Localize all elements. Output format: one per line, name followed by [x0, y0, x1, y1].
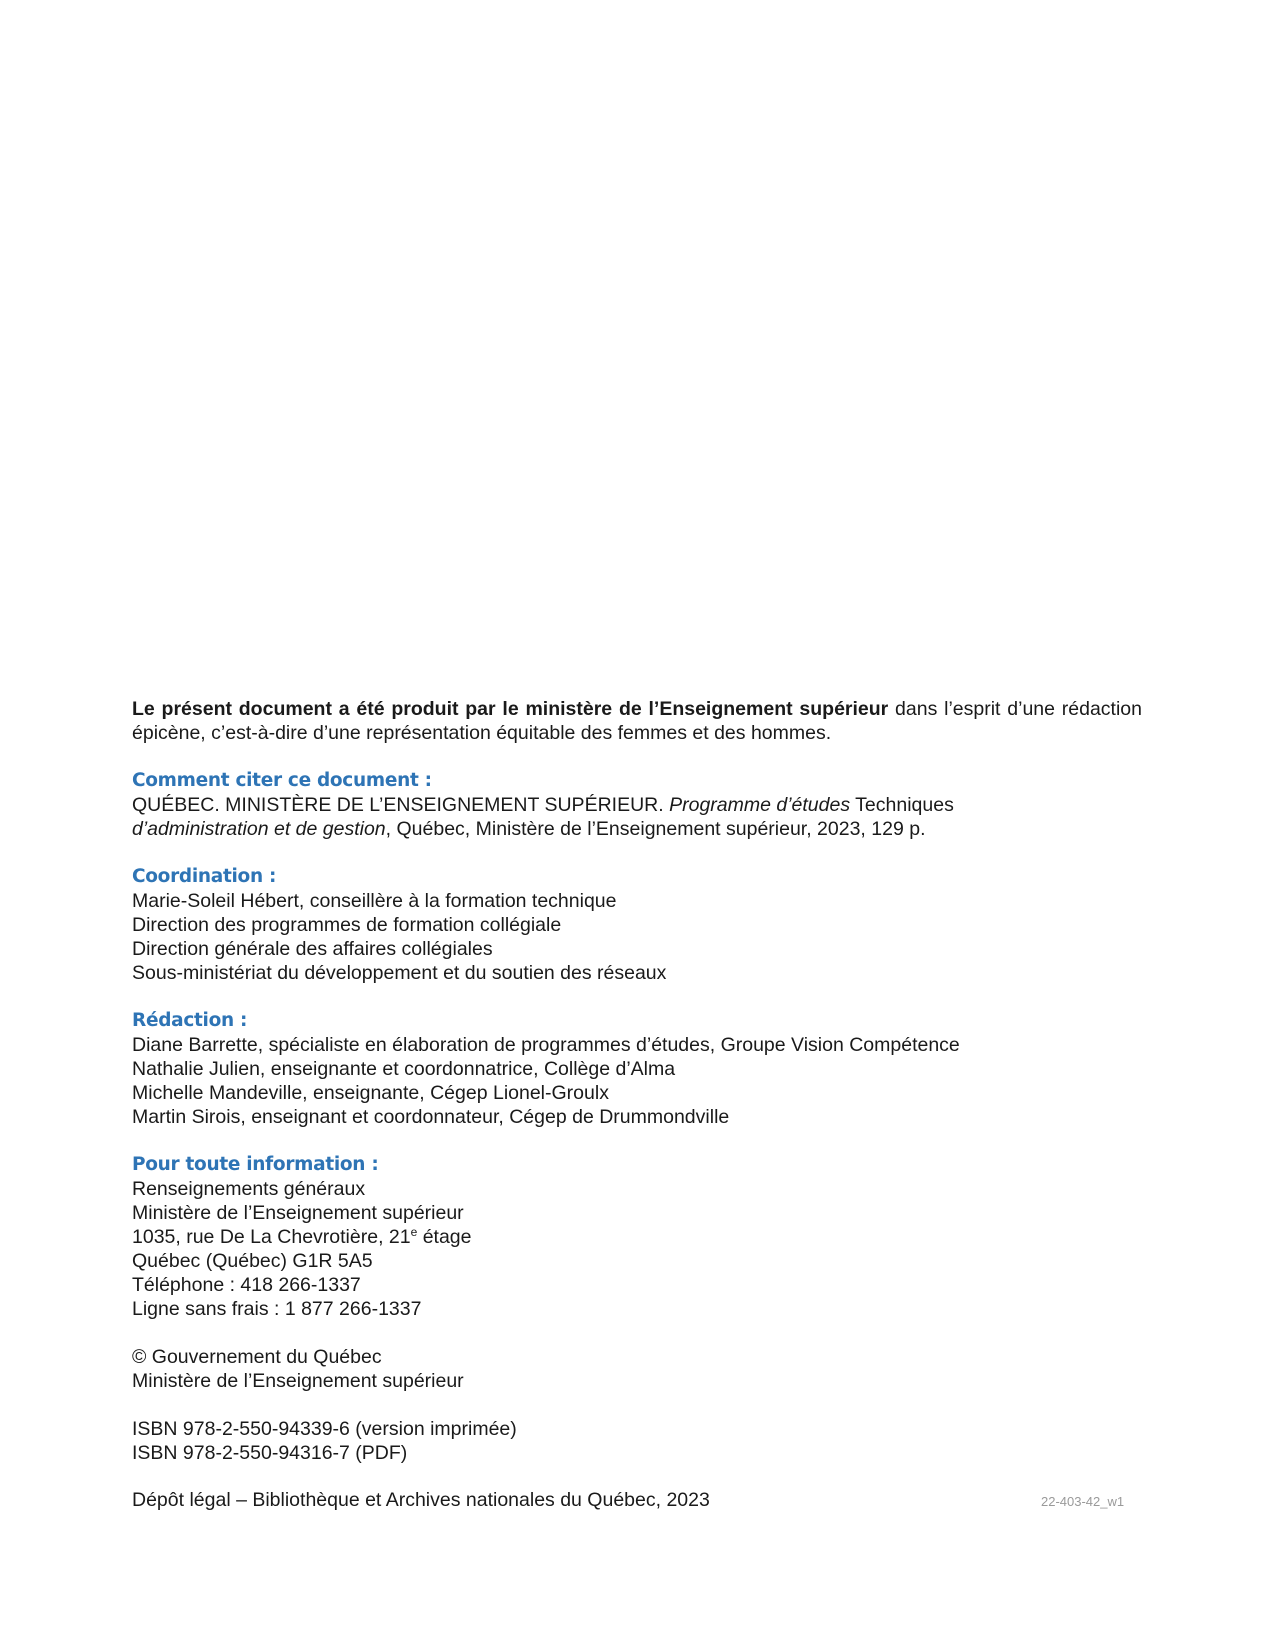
address-street: 1035, rue De La Chevrotière, 21 — [132, 1226, 411, 1248]
document-code: 22-403-42_w1 — [1041, 1494, 1125, 1509]
redaction-line: Nathalie Julien, enseignante et coordonnatrice, Collège d’Alma — [132, 1058, 676, 1080]
redaction-line: Martin Sirois, enseignant et coordonnateur, Cégep de Drummondville — [132, 1106, 730, 1128]
copyright-line: © Gouvernement du Québec — [132, 1346, 382, 1368]
legal-deposit: Dépôt légal – Bibliothèque et Archives nationales du Québec, 2023 — [132, 1489, 710, 1511]
coordination-section — [132, 865, 1142, 985]
redaction-heading: Rédaction : — [132, 1010, 248, 1031]
redaction-line: Diane Barrette, spécialiste en élaboration de programmes d’études, Groupe Vision Compétence — [132, 1034, 960, 1056]
redaction-section — [132, 1009, 1142, 1129]
document-body — [132, 697, 1142, 1489]
coordination-line: Direction des programmes de formation collégiale — [132, 914, 562, 936]
information-line: Québec (Québec) G1R 5A5 — [132, 1250, 373, 1272]
citation-italic-1: Programme d’études — [669, 794, 851, 816]
intro-paragraph — [132, 697, 1142, 745]
citation-part-1: QUÉBEC. MINISTÈRE DE L’ENSEIGNEMENT SUPÉRIEUR. — [132, 794, 670, 816]
isbn-line: ISBN 978-2-550-94316-7 (PDF) — [132, 1442, 408, 1464]
phone-line: Téléphone : 418 266-1337 — [132, 1274, 361, 1296]
coordination-line: Direction générale des affaires collégiales — [132, 938, 493, 960]
isbn-section — [132, 1417, 1142, 1465]
citation-part-2: Techniques — [850, 794, 954, 816]
address-floor: étage — [417, 1226, 472, 1248]
copyright-section — [132, 1345, 1142, 1393]
address-line — [132, 1225, 1142, 1249]
intro-rest: dans l’esprit d’une rédaction épicène, c’est-à-dire d’une représentation équitable des femmes et des hommes. — [132, 698, 1142, 744]
information-heading: Pour toute information : — [132, 1154, 379, 1175]
coordination-line: Sous-ministériat du développement et du soutien des réseaux — [132, 962, 667, 984]
citation-heading: Comment citer ce document : — [132, 770, 432, 791]
citation-italic-2: d’administration et de gestion — [132, 818, 386, 840]
toll-free-line: Ligne sans frais : 1 877 266-1337 — [132, 1298, 422, 1320]
information-line: Renseignements généraux — [132, 1178, 366, 1200]
information-section — [132, 1153, 1142, 1321]
citation-line-1 — [132, 793, 1142, 817]
redaction-line: Michelle Mandeville, enseignante, Cégep Lionel-Groulx — [132, 1082, 609, 1104]
coordination-line: Marie-Soleil Hébert, conseillère à la formation technique — [132, 890, 617, 912]
information-line: Ministère de l’Enseignement supérieur — [132, 1202, 464, 1224]
intro-bold: Le présent document a été produit par le ministère de l’Enseignement supérieur — [132, 698, 889, 720]
copyright-line: Ministère de l’Enseignement supérieur — [132, 1370, 464, 1392]
address-superscript: e — [410, 1225, 418, 1239]
isbn-line: ISBN 978-2-550-94339-6 (version imprimée) — [132, 1418, 517, 1440]
coordination-heading: Coordination : — [132, 866, 277, 887]
citation-line-2 — [132, 817, 1142, 841]
citation-part-3: , Québec, Ministère de l’Enseignement supérieur, 2023, 129 p. — [385, 818, 926, 840]
citation-section — [132, 769, 1142, 841]
